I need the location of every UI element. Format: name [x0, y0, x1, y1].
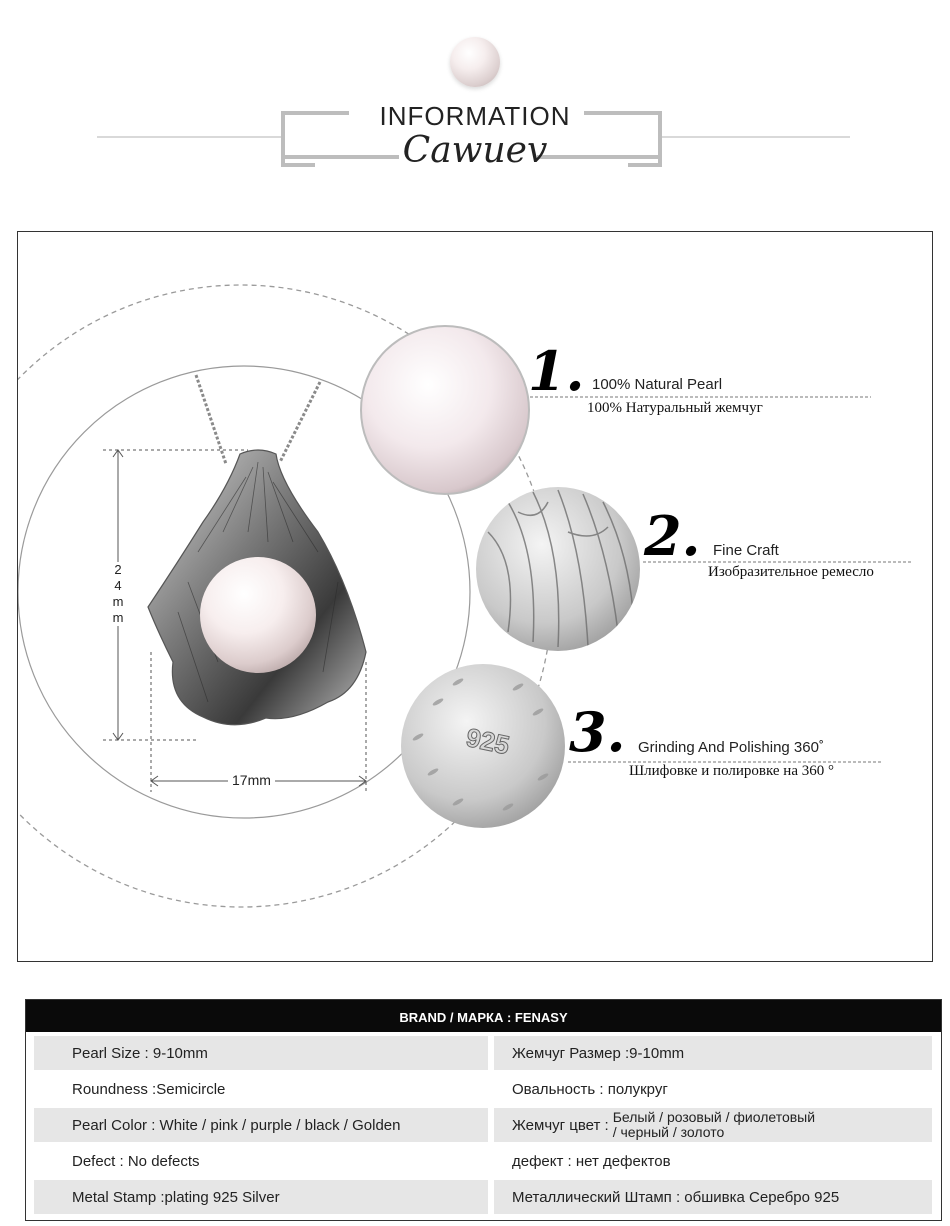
feature-2-number: 2.	[644, 504, 701, 568]
pearl-color-ru	[494, 1108, 932, 1142]
natural-pearl-closeup	[361, 326, 529, 494]
table-row	[34, 1144, 932, 1178]
pearl-color-ru-line2: / черный / золото	[612, 1124, 725, 1140]
roundness-en: Roundness :Semicircle	[72, 1080, 226, 1098]
pearl-color-ru-values	[613, 1110, 815, 1140]
page-title: INFORMATION	[379, 101, 571, 131]
brand-header: BRAND / МАРКА : FENASY	[26, 1000, 941, 1032]
defect-ru: дефект : нет дефектов	[512, 1152, 671, 1170]
brand-script-logo: Cawuev	[402, 130, 548, 171]
product-illustration-panel	[17, 231, 933, 962]
table-row	[34, 1072, 932, 1106]
table-row	[34, 1180, 932, 1214]
table-row	[34, 1036, 932, 1070]
defect-en: Defect : No defects	[72, 1152, 200, 1170]
header-pearl-image	[450, 37, 500, 87]
metal-stamp-en: Metal Stamp :plating 925 Silver	[34, 1180, 488, 1214]
silver-stamp-closeup	[401, 664, 565, 828]
height-dimension-label: 2 4 m m	[112, 562, 124, 625]
table-row	[34, 1108, 932, 1142]
feature-3-number: 3.	[569, 700, 626, 764]
feature-1-number: 1.	[528, 339, 585, 403]
stamp-925-mark: 925	[463, 722, 513, 761]
product-illustration	[18, 232, 932, 961]
shell-pendant-image	[148, 450, 366, 725]
pearl-color-ru-prefix: Жемчуг цвет :	[512, 1116, 609, 1134]
specification-table	[25, 999, 942, 1221]
pearl-size-ru: Жемчуг Размер :9-10mm	[494, 1036, 932, 1070]
feature-2-title-en: Fine Craft	[713, 542, 779, 559]
roundness-ru: Овальность : полукруг	[512, 1080, 668, 1098]
fine-craft-texture-closeup	[476, 487, 640, 651]
feature-1-title-ru: 100% Натуральный жемчуг	[587, 400, 763, 416]
feature-2-title-ru: Изобразительное ремесло	[708, 564, 874, 580]
pearl-color-ru-line1: Белый / розовый / фиолетовый	[612, 1109, 816, 1125]
width-dimension-label: 17mm	[228, 772, 275, 788]
feature-3-title-en: Grinding And Polishing 360˚	[638, 739, 824, 756]
pearl-size-en: Pearl Size : 9-10mm	[34, 1036, 488, 1070]
feature-3-title-ru: Шлифовке и полировке на 360 °	[629, 763, 834, 779]
pearl-color-en: Pearl Color : White / pink / purple / black / Golden	[34, 1108, 488, 1142]
feature-1-title-en: 100% Natural Pearl	[592, 376, 723, 393]
metal-stamp-ru: Металлический Штамп : обшивка Серебро 925	[494, 1180, 932, 1214]
